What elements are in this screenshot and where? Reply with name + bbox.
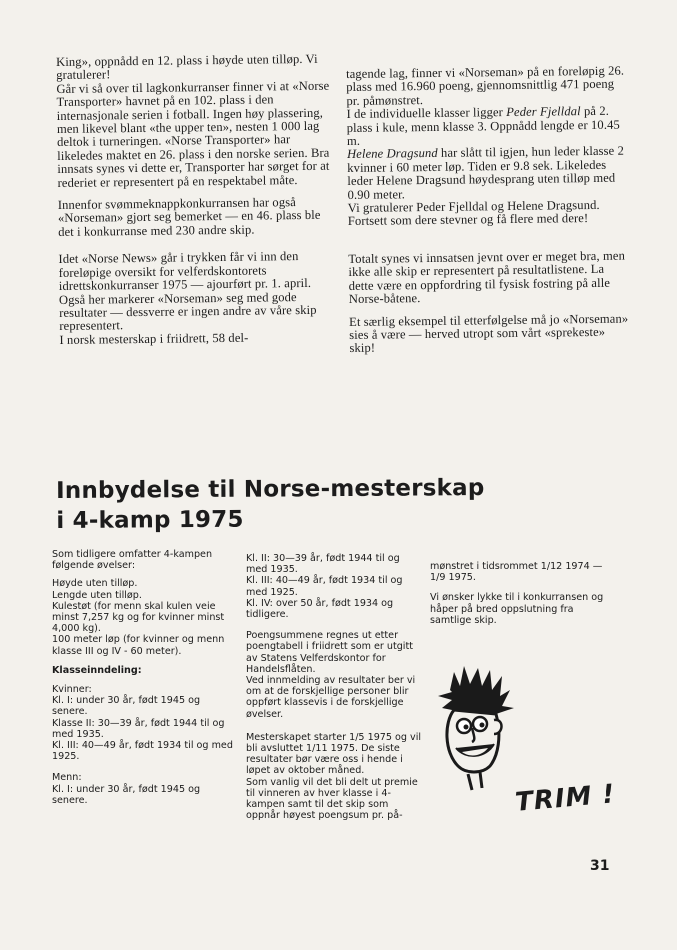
article-column-right <box>346 65 631 356</box>
prize-text: Som vanlig vil det bli delt ut premie til vinneren av hver klasse i 4-kampen samt til det skip som oppnår høyest poengsum pr. på- <box>246 776 418 822</box>
article-paragraph <box>346 105 628 149</box>
headline-line: i 4-kamp 1975 <box>56 506 244 534</box>
men-classes <box>246 553 422 620</box>
invitation-headline <box>56 472 616 536</box>
article-paragraph: Vi gratulerer Peder Fjelldal og Helene Dragsund. Fortsett som dere stevner og få flere med dere! <box>347 197 600 229</box>
article-paragraph: Et særlig eksempel til etterfølgelse må jo «Norseman» sies å være — herved utropt som vårt «sprekeste» skip! <box>349 311 629 356</box>
class-item: Kl. IV: over 50 år, født 1934 og tidligere. <box>246 597 394 621</box>
text-run: I de individuelle klasser ligger <box>346 105 507 122</box>
men-label: Menn: <box>52 772 82 784</box>
article-paragraph: tagende lag, finner vi «Norseman» på en foreløpig 26. plass med 16.960 poeng, gjennomsnittlig 471 poeng pr. påmønstret. <box>345 63 625 108</box>
event-item: Høyde uten tilløp. <box>52 578 138 590</box>
trim-slogan: TRIM ! <box>514 779 617 818</box>
scoring-text: Poengsummene regnes ut etter poengtabell i friidrett som er utgitt av Statens Velferdskontor for Handelsflåten. <box>246 630 413 675</box>
event-item: Kulestøt (for menn skal kulen veie minst 7,257 kg og for kvinner minst 4,000 kg). <box>52 600 225 635</box>
class-heading <box>52 665 238 676</box>
class-item: Kl. I: under 30 år, født 1945 og senere. <box>52 695 201 718</box>
closing-text: Vi ønsker lykke til i konkurransen og håper på bred oppslutning fra samtlige skip. <box>430 592 604 626</box>
headline-line: Innbydelse til Norse-mesterskap <box>56 475 485 504</box>
article-paragraph <box>347 145 630 202</box>
class-item: Kl. III: 40—49 år, født 1934 til og med 1925. <box>246 575 403 598</box>
invitation-column-3 <box>430 561 610 633</box>
athlete-name: Helene Dragsund <box>346 146 438 162</box>
schedule-text: Mesterskapet starter 1/5 1975 og vil bli avsluttet 1/11 1975. De siste resultater bør være oss i hende i løpet av oktober måned. <box>246 731 422 777</box>
women-classes <box>52 695 238 762</box>
athlete-name: Peder Fjelldal <box>506 104 581 120</box>
event-item: 100 meter løp (for kvinner og menn klasse III og IV - 60 meter). <box>52 634 225 657</box>
article-paragraph: Totalt synes vi innsatsen jevnt over er meget bra, men ikke alle skip er representert på resultatlistene. La dette være en oppfordring til fysisk fostring på alle Norse-båtene. <box>348 248 626 307</box>
invitation-column-2 <box>246 553 422 821</box>
class-item: Kl. III: 40—49 år, født 1934 til og med 1925. <box>52 740 233 763</box>
article-column-left <box>56 53 340 348</box>
article-paragraph: Også her markerer «Norseman» seg med gode resultater — dessverre er ingen andre av våre skip representert. <box>58 289 317 334</box>
class-item: Kl. I: under 30 år, født 1945 og senere. <box>52 783 201 806</box>
invitation-column-1 <box>52 549 238 806</box>
women-label: Kvinner: <box>52 684 92 696</box>
invitation-intro: Som tidligere omfatter 4-kampen følgende øvelser: <box>52 549 213 572</box>
events-list <box>52 578 238 656</box>
article-paragraph: Går vi så over til lagkonkurranser finner vi at «Norse Transporter» havnet på en 102. plass i den internasjonale serien i fotball. Ingen høy plassering, men likevel blant «the upper ten», nesten 1 000 lag deltok i turneringen. «Norse Transporter» har likeledes maktet en 26. plass i den norske serien. Bra innsats synes vi dette er, Transporter har sørget for at rederiet er representert på en respektabel måte. <box>56 78 330 190</box>
article-paragraph: Idet «Norse News» går i trykken får vi inn den foreløpige oversikt for velferdskontorets idrettskonkurranser 1975 — ajourført pr. 1. april. <box>58 249 312 294</box>
text-run: på 2. plass i kule, menn klasse 3. Oppnådd lengde er 10.45 m. <box>346 104 620 149</box>
article-paragraph: I norsk mesterskap i friidrett, 58 del- <box>59 330 249 347</box>
article-paragraph: King», oppnådd en 12. plass i høyde uten tilløp. Vi gratulerer! <box>55 51 318 83</box>
registration-text: Ved innmelding av resultater ber vi om at de forskjellige personer blir oppført klassevis i de forskjellige øvelser. <box>246 675 416 720</box>
class-item: Klasse II: 30—39 år, født 1944 til og med 1935. <box>52 717 225 740</box>
class-item: Kl. II: 30—39 år, født 1944 til og med 1935. <box>246 553 400 576</box>
article-paragraph: Innenfor svømmeknappkonkurransen har også «Norseman» gjort seg bemerket — en 46. plass ble det i konkurranse med 230 andre skip. <box>57 195 321 239</box>
page-number: 31 <box>590 858 610 874</box>
text-run: har slått til igjen, hun leder klasse 2 kvinner i 60 meter løp. Tiden er 9.8 sek. Likeledes leder Helene Dragsund høydesprang uten tilløp med 0.90 meter. <box>347 144 625 202</box>
class-heading-text: Klasseinndeling: <box>52 664 142 676</box>
event-item: Lengde uten tilløp. <box>52 589 142 601</box>
prize-continued: mønstret i tidsrommet 1/12 1974 —1/9 1975. <box>430 561 603 584</box>
